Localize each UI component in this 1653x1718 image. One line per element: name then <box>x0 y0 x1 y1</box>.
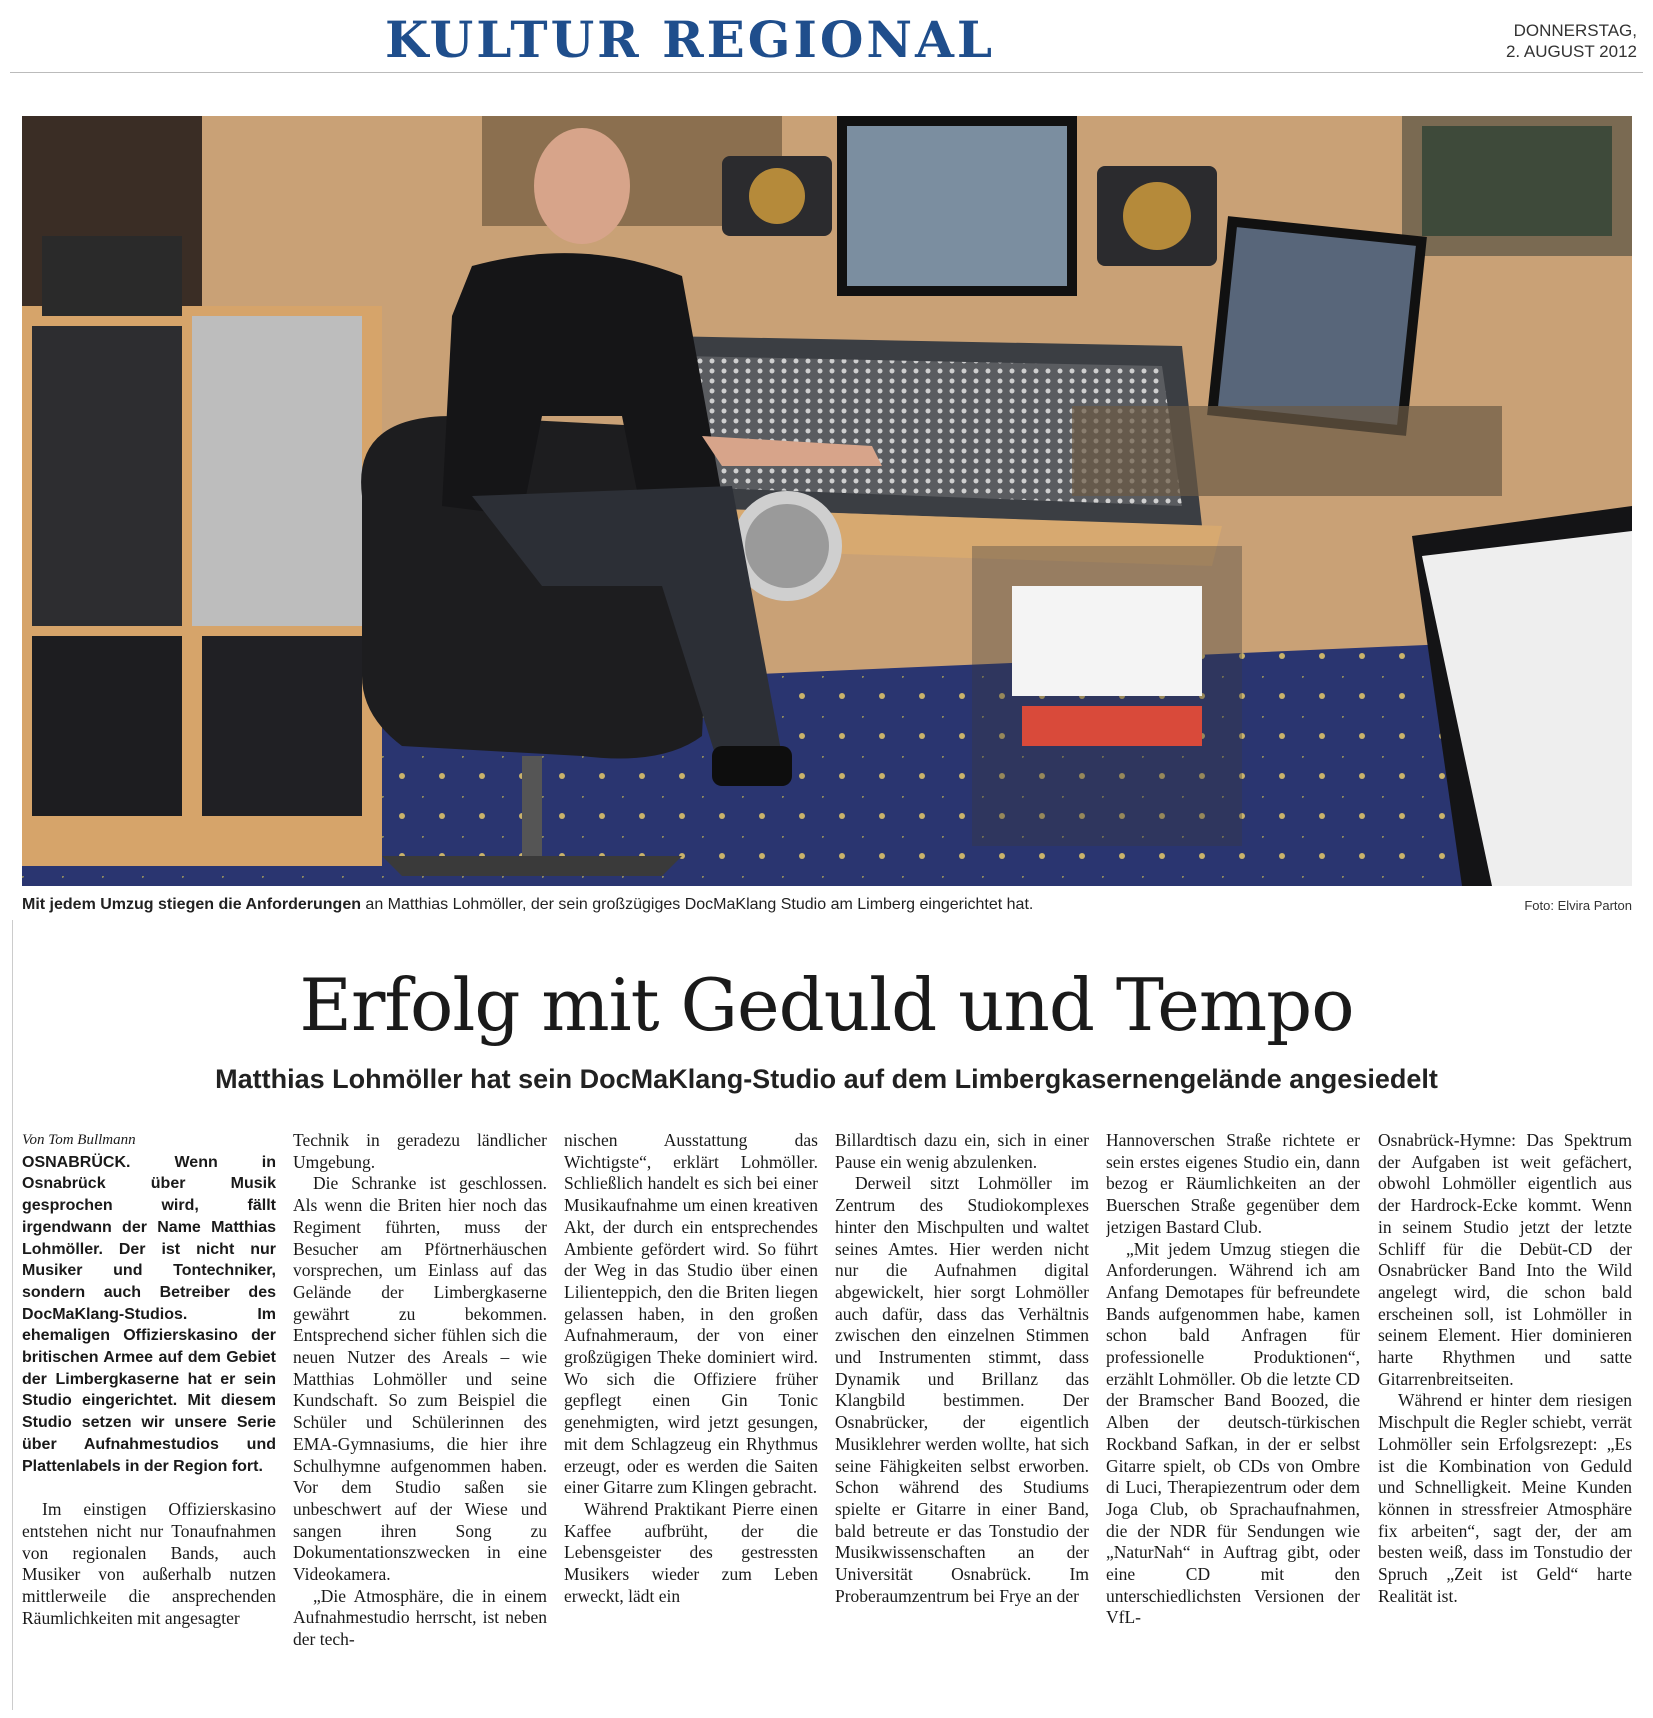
column-3 <box>564 1130 818 1710</box>
photo-credit: Foto: Elvira Parton <box>1524 898 1632 913</box>
paragraph: Im einstigen Offizierskasino entstehen nicht nur Tonaufnahmen von regionalen Bands, auch Musiker von außerhalb nutzen mittlerweile die ansprechenden Räumlichkeiten mit angesagter <box>22 1499 276 1628</box>
column-2 <box>293 1130 547 1710</box>
column-4 <box>835 1130 1089 1710</box>
column-5 <box>1106 1130 1360 1710</box>
article-body <box>22 1130 1632 1710</box>
caption-bold: Mit jedem Umzug stiegen die Anforderungen <box>22 896 361 913</box>
studio-photo-illustration <box>22 116 1632 886</box>
paragraph: Derweil sitzt Lohmöller im Zentrum des Studiokomplexes hinter den Mischpulten und waltet seines Amtes. Hier werden nicht nur die Aufnahmen digital abgewickelt, hier sorgt Lohmöller auch dafür, dass das Verhältnis zwischen den einzelnen Stimmen und Instrumenten stimmt, dass Dynamik und Brillanz das Klangbild bestimmen. Der Osnabrücker, der eigentlich Musiklehrer werden wollte, hat sich seine Fähigkeiten selbst erworben. Schon während des Studiums spielte er Gitarre in einer Band, bald betreute er das Tonstudio der Musikwissenschaften an der Universität Osnabrück. Im Proberaumzentrum bei Frye an der <box>835 1173 1089 1606</box>
issue-full-date: 2. AUGUST 2012 <box>1505 42 1637 61</box>
issue-date <box>1506 20 1637 62</box>
paragraph: Während Praktikant Pierre einen Kaffee aufbrüht, der die Lebensgeister des gestressten Musikers wieder zum Leben erweckt, lädt ein <box>564 1498 818 1606</box>
paragraph: Während er hinter dem riesigen Mischpult die Regler schiebt, verrät Lohmöller sein Erfolgsrezept: „Es ist die Kombination von Geduld und Schnelligkeit. Meine Kunden können in stressfreier Atmosphäre fix arbeiten“, sagt der, der am besten weiß, dass im Tonstudio der Spruch „Zeit ist Geld“ harte Realität ist. <box>1378 1390 1632 1606</box>
header-rule <box>10 72 1643 73</box>
article-headline: Erfolg mit Geduld und Tempo <box>299 963 1354 1047</box>
article-subheadline: Matthias Lohmöller hat sein DocMaKlang-Studio auf dem Limbergkasernengelände angesiedelt <box>215 1064 1438 1094</box>
page-header <box>0 0 1653 72</box>
column-6 <box>1378 1130 1632 1710</box>
paragraph: „Die Atmosphäre, die in einem Aufnahmestudio herrscht, ist neben der tech- <box>293 1585 547 1650</box>
byline: Von Tom Bullmann <box>22 1132 136 1148</box>
paragraph: Osnabrück-Hymne: Das Spektrum der Aufgaben ist weit gefächert, obwohl Lohmöller eigentlich aus der Hardrock-Ecke kommt. Wenn in seinem Studio jetzt der letzte Schliff für die Debüt-CD der Osnabrücker Band Into the Wild angelegt wird, die schon bald erscheinen soll, ist Lohmöller in seinem Element. Hier dominieren harte Rhythmen und satte Gitarrenbreitseiten. <box>1378 1130 1632 1389</box>
studio-photo <box>22 116 1632 886</box>
photo-caption <box>22 896 1632 920</box>
column-1 <box>22 1130 276 1710</box>
article-lead: OSNABRÜCK. Wenn in Osnabrück über Musik gesprochen wird, fällt irgendwann der Name Matthias Lohmöller. Der ist nicht nur Musiker und Tontechniker, sondern auch Betreiber des DocMaKlang-Studios. Im ehemaligen Offizierskasino der britischen Armee auf dem Gebiet der Limbergkaserne hat er sein Studio eingerichtet. Mit diesem Studio setzen wir unsere Serie über Aufnahmestudios und Plattenlabels in der Region fort. <box>22 1153 276 1475</box>
paragraph: Die Schranke ist geschlossen. Als wenn die Briten hier noch das Regiment führten, muss der Besucher am Pförtnerhäuschen vorsprechen, um Einlass auf das Gelände der Limbergkaserne gewährt zu bekommen. Entsprechend sicher fühlen sich die neuen Nutzer des Areals – wie Matthias Lohmöller und seine Kundschaft. So zum Beispiel die Schüler und Schülerinnen des EMA-Gymnasiums, die hier ihre Schulhymne aufgenommen haben. Vor dem Studio saßen sie unbeschwert auf der Wiese und sangen ihren Song zu Dokumentationszwecken in eine Videokamera. <box>293 1173 547 1585</box>
caption-text: an Matthias Lohmöller, der sein großzügiges DocMaKlang Studio am Limberg eingerichtet hat. <box>360 896 1034 913</box>
section-title: KULTUR REGIONAL <box>385 10 996 69</box>
paragraph: Hannoverschen Straße richtete er sein erstes eigenes Studio ein, dann bezog er Räumlichkeiten an der Buerschen Straße gegenüber dem jetzigen Bastard Club. <box>1106 1130 1360 1237</box>
paragraph: Billardtisch dazu ein, sich in einer Pause ein wenig abzulenken. <box>835 1130 1089 1172</box>
paragraph: „Mit jedem Umzug stiegen die Anforderungen. Während ich am Anfang Demotapes für befreundete Bands aufgenommen habe, kamen schon bald Anfragen für professionelle Produktionen“, erzählt Lohmöller. Ob die letzte CD der Bramscher Band Boozed, die Alben der deutsch-türkischen Rockband Safkan, in der er selbst Gitarre spielt, ob CDs von Ombre di Luci, Therapiezentrum oder dem Joga Club, ob Sprachaufnahmen, die der NDR für Sendungen wie „NaturNah“ in Auftrag gibt, oder eine CD mit den unterschiedlichsten Versionen der VfL- <box>1106 1238 1360 1628</box>
issue-weekday: DONNERSTAG, <box>1513 21 1637 40</box>
paragraph: Technik in geradezu ländlicher Umgebung. <box>293 1130 547 1172</box>
paragraph: nischen Ausstattung das Wichtigste“, erklärt Lohmöller. Schließlich handelt es sich bei einer Musikaufnahme um einen kreativen Akt, der durch ein entsprechendes Ambiente gefördert wird. So führt der Weg in das Studio über einen Lilienteppich, den die Briten liegen gelassen haben, in den großen Aufnahmeraum, der von einer großzügigen Theke dominiert wird. Wo sich die Offiziere früher gepflegt einen Gin Tonic genehmigten, wird jetzt gesungen, mit dem Schlagzeug ein Rhythmus erzeugt, oder es werden die Saiten einer Gitarre zum Klingen gebracht. <box>564 1130 818 1498</box>
